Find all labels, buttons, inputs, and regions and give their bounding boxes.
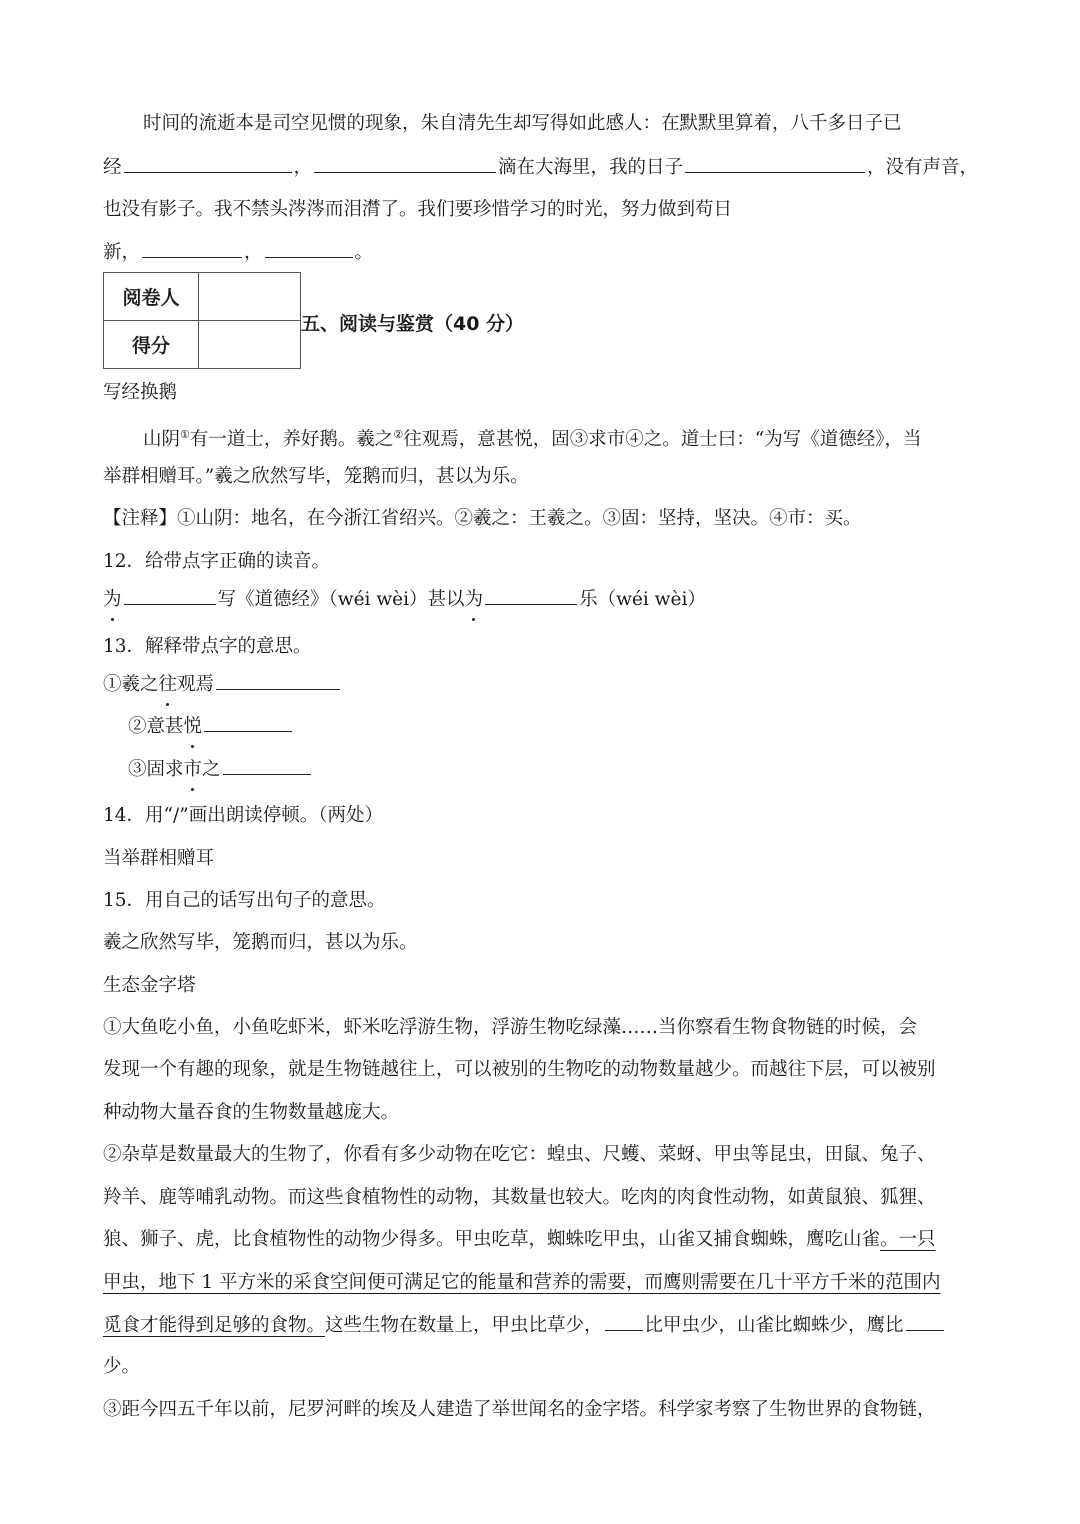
section-title: 五、阅读与鉴赏（40 分）: [301, 313, 525, 335]
passage-line: 羚羊、鹿等哺乳动物。而这些食植物性的动物，其数量也较大。吃肉的肉食性动物，如黄鼠狼、狐狸、: [103, 1187, 936, 1208]
answer-blank[interactable]: [485, 586, 577, 605]
score-label: 得分: [104, 321, 199, 368]
question-12: 12．给带点字正确的读音。: [103, 551, 331, 572]
score-field[interactable]: [199, 321, 300, 368]
question-15: 15．用自己的话写出句子的意思。: [103, 890, 386, 911]
reviewer-field[interactable]: [199, 273, 300, 321]
question-15-text: 羲之欣然写毕，笼鹅而归，甚以为乐。: [103, 932, 418, 953]
answer-blank[interactable]: [314, 154, 496, 173]
answer-blank[interactable]: [906, 1312, 944, 1331]
grading-table: [103, 272, 301, 369]
answer-blank[interactable]: [605, 1312, 643, 1331]
passage-title: 写经换鹅: [103, 382, 178, 403]
question-13-item-3: ③固求市之: [128, 756, 313, 783]
question-14: 14．用“/”画出朗读停顿。（两处）: [103, 805, 383, 826]
passage-line: ③距今四五千年以前，尼罗河畔的埃及人建造了举世闻名的金字塔。科学家考察了生物世界的食物链，: [103, 1399, 936, 1420]
question-13: 13．解释带点字的意思。: [103, 636, 312, 657]
underlined-sentence: 。一只: [880, 1229, 936, 1250]
question-13-item-1: ①羲之往观焉: [103, 671, 342, 698]
passage-line: 觅食才能得到足够的食物。这些生物在数量上，甲虫比草少， 比甲虫少，山雀比蜘蛛少，鹰比: [103, 1312, 946, 1339]
intro-line-2: 经 ， 滴在大海里，我的日子 ，没有声音，: [103, 154, 978, 181]
passage-line: 山阴①有一道士，养好鹅。羲之②往观焉，意甚悦，固③求市④之。道士曰：“为写《道德经》，当: [143, 428, 922, 451]
underlined-sentence: 觅食才能得到足够的食物。: [103, 1315, 326, 1336]
question-13-item-2: ②意甚悦: [128, 713, 294, 740]
question-12-items: 为 写《道德经》（wéi wèi）甚以为 乐（wéi wèi）: [103, 586, 706, 613]
answer-blank[interactable]: [216, 671, 340, 690]
passage-line: [103, 1270, 941, 1296]
question-14-text: 当举群相赠耳: [103, 848, 215, 869]
passage-line: 种动物大量吞食的生物数量越庞大。: [103, 1102, 400, 1123]
passage-line: 少。: [103, 1356, 141, 1377]
notes: 【注释】①山阴：地名，在今浙江省绍兴。②羲之：王羲之。③固：坚持，坚决。④市：买。: [103, 508, 862, 529]
answer-blank[interactable]: [142, 239, 242, 258]
answer-blank[interactable]: [124, 154, 292, 173]
answer-blank[interactable]: [223, 756, 311, 775]
intro-line-4: 新， ， 。: [103, 239, 373, 266]
underlined-sentence: 甲虫，地下 1 平方米的采食空间便可满足它的能量和营养的需要，而鹰则需要在几十平方千米的范围内: [103, 1272, 941, 1293]
passage-line: 发现一个有趣的现象，就是生物链越往上，可以被别的生物吃的动物数量越少。而越往下层，可以被别: [103, 1059, 936, 1080]
intro-line-1: 时间的流逝本是司空见惯的现象，朱自清先生却写得如此感人：在默默里算着，八千多日子已: [143, 113, 902, 134]
passage-title: 生态金字塔: [103, 975, 196, 996]
intro-line-3: 也没有影子。我不禁头涔涔而泪潸了。我们要珍惜学习的时光，努力做到苟日: [103, 199, 733, 220]
footnote-marker: ②: [393, 428, 404, 441]
answer-blank[interactable]: [124, 586, 216, 605]
answer-blank[interactable]: [204, 713, 292, 732]
passage-line: 狼、狮子、虎，比食植物性的动物少得多。甲虫吃草，蜘蛛吃甲虫，山雀又捕食蜘蛛，鹰吃山雀。一只: [103, 1229, 936, 1250]
passage-line: ①大鱼吃小鱼，小鱼吃虾米，虾米吃浮游生物，浮游生物吃绿藻……当你察看生物食物链的时候，会: [103, 1017, 918, 1038]
passage-line: ②杂草是数量最大的生物了，你看有多少动物在吃它：蝗虫、尺蠖、菜蚜、甲虫等昆虫，田鼠、兔子、: [103, 1144, 936, 1165]
answer-blank[interactable]: [685, 154, 865, 173]
footnote-marker: ①: [180, 428, 190, 441]
answer-blank[interactable]: [265, 239, 353, 258]
passage-line: 举群相赠耳。”羲之欣然写毕，笼鹅而归，甚以为乐。: [103, 466, 529, 487]
reviewer-label: 阅卷人: [104, 273, 199, 321]
